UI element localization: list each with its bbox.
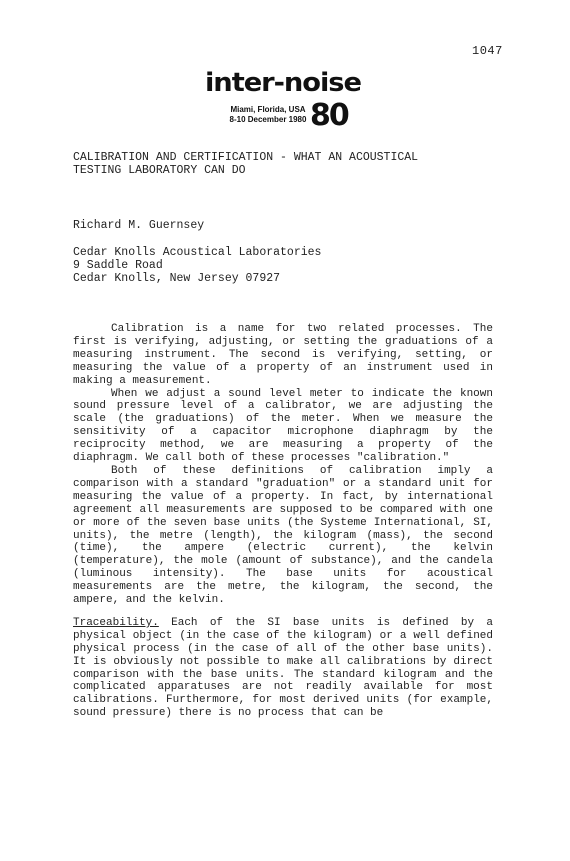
author-name: Richard M. Guernsey [73, 219, 205, 232]
logo-dates: 8-10 December 1980 [229, 115, 307, 124]
paragraph: Calibration is a name for two related processes. The first is verifying, adjusting, or setting the graduations of a measuring instrument. The second is verifying, setting, or measuring the value of a property of an instrument used in making a measurement. [73, 323, 493, 387]
logo-wordmark: inter-noise [205, 68, 361, 98]
affiliation-line: Cedar Knolls Acoustical Laboratories [73, 246, 322, 259]
paper-title: CALIBRATION AND CERTIFICATION - WHAT AN ACOUSTICAL TESTING LABORATORY CAN DO [73, 151, 419, 177]
traceability-text: Each of the SI base units is defined by a physical object (in the case of the kilogram) or a well defined physical process (in the case of all of the other base units). It is obviously not possible to make all calibrations by direct comparison with the base units. The standard kilogram and the complicated apparatuses are not readily available for most calibrations. Furthermore, for most derived units (for example, sound pressure) there is no process that can be [73, 616, 493, 720]
logo-location: Miami, Florida, USA [230, 105, 306, 114]
affiliation-line: Cedar Knolls, New Jersey 07927 [73, 272, 281, 285]
paragraph: When we adjust a sound level meter to indicate the known sound pressure level of a calibrator, we are adjusting the scale (the graduations) of the meter. When we measure the sensitivity of a capacitor microphone diaphragm by the reciprocity method, we are measuring a property of the diaphragm. We call both of these processes "calibration." [73, 387, 493, 465]
traceability-paragraph [73, 617, 493, 720]
author-affiliation [73, 246, 321, 285]
logo-meta [223, 105, 313, 125]
page-number: 1047 [472, 44, 503, 58]
section-heading: Traceability. [73, 616, 159, 629]
paragraph: Both of these definitions of calibration imply a comparison with a standard "graduation" or a standard unit for measuring the value of a property. In fact, by international agreement all measurements are supposed to be compared with one or more of the seven base units (the Systeme International, SI, units), the metre (length), the kilogram (mass), the second (time), the ampere (electric current), the kelvin (temperature), the mole (amount of substance), and the candela (luminous intensity). The base units for acoustical measurements are the metre, the kilogram, the second, the ampere, and the kelvin. [73, 464, 493, 607]
affiliation-line: 9 Saddle Road [73, 259, 163, 272]
logo-year: 80 [310, 98, 348, 133]
conference-logo [205, 68, 365, 138]
body-text [73, 323, 493, 720]
